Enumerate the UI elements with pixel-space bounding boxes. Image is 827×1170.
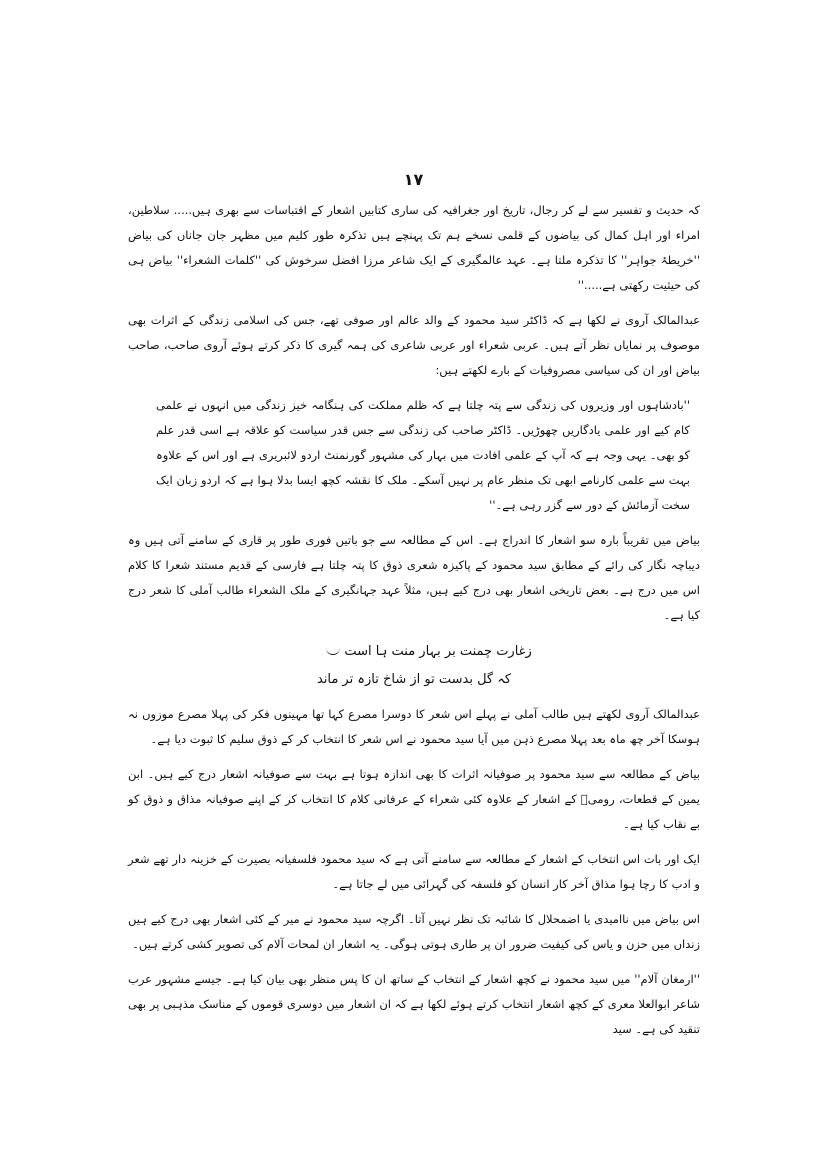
persian-verse — [128, 638, 700, 694]
verse-separator-mark — [326, 648, 340, 655]
paragraph-6: ایک اور بات اس انتخاب کے اشعار کے مطالعہ سے سامنے آتی ہے کہ سید محمود فلسفیانہ بصیرت کے خزینہ دار تھے شعر و ادب کا رچا ہوا مذاق آخر کار انسان کو فلسفہ کی گہرائی میں لے جاتا ہے۔ — [128, 852, 700, 891]
block-quote: ''بادشاہوں اور وزیروں کی زندگی سے پتہ چلتا ہے کہ ظلم مملکت کی ہنگامہ خیز زندگی میں انہوں نے علمی کام کیے اور علمی یادگاریں چھوڑیں۔ ڈاکٹر صاحب کی زندگی سے جس قدر سیاست کو علاقہ ہے اسی قدر علم کو بھی۔ یہی وجہ ہے کہ آپ کے علمی افادت میں بہار کی مشہور گورنمنٹ اردو لائبریری ہے اور اس کے علاوہ بہت سے علمی کارنامے ابھی تک منظر عام پر نہیں آسکے۔ ملک کا نقشہ کچھ ایسا بدلا ہوا ہے کہ اردو زبان ایک سخت آزمائش کے دور سے گزر رہی ہے۔'' — [156, 398, 690, 512]
verse-line-1-text: زغارت چمنت بر بہار منت ہا است — [344, 644, 532, 659]
page-number: ۱۷ — [403, 170, 424, 189]
verse-line-2: کہ گل بدست تو از شاخ تازہ تر ماند — [316, 672, 512, 687]
paragraph-2: عبدالمالک آروی نے لکھا ہے کہ ڈاکٹر سید محمود کے والد عالم اور صوفی تھے، جس کی اسلامی زندگی کے اثرات بھی موصوف پر نمایاں نظر آتے ہیں۔ عربی شعراء اور عربی شاعری کی ہمہ گیری کا ذکر کرتے ہوئے آروی صاحب، صاحب بیاض اور ان کی سیاسی مصروفیات کے بارے لکھتے ہیں: — [128, 313, 700, 377]
paragraph-7: اس بیاض میں ناامیدی یا اضمحلال کا شائبہ تک نظر نہیں آتا۔ اگرچہ سید محمود نے میر کے کئی اشعار بھی درج کیے ہیں زنداں میں حزن و یاس کی کیفیت ضرور ان پر طاری ہوتی ہوگی۔ یہ اشعار ان لمحات آلام کی تصویر کشی کرتے ہیں۔ — [128, 912, 700, 951]
verse-line-1 — [128, 638, 700, 666]
page-body — [128, 198, 700, 1052]
paragraph-5: بیاض کے مطالعہ سے سید محمود پر صوفیانہ اثرات کا بھی اندازہ ہوتا ہے بہت سے صوفیانہ اشعار درج کیے ہیں۔ ابن یمین کے قطعات، رومیؒ کے اشعار کے علاوہ کئی شعراء کے عرفانی کلام کا انتخاب کر کے اپنے صوفیانہ مذاق و ذوق کو بے نقاب کیا ہے۔ — [128, 767, 700, 831]
paragraph-3: بیاض میں تقریباً بارہ سو اشعار کا اندراج ہے۔ اس کے مطالعہ سے جو باتیں فوری طور پر قاری کے سامنے آتی ہیں وہ دیباچہ نگار کی رائے کے مطابق سید محمود کے پاکیزہ شعری ذوق کا پتہ چلتا ہے فارسی کے قدیم مستند شعرا کا کلام اس میں درج ہے۔ بعض تاریخی اشعار بھی درج کیے ہیں، مثلاً عہد جہانگیری کے ملک الشعراء طالب آملی کا شعر درج کیا ہے۔ — [128, 533, 700, 622]
paragraph-1: کہ حدیث و تفسیر سے لے کر رجال، تاریخ اور جغرافیہ کی ساری کتابیں اشعار کے اقتباسات سے بھری ہیں..... سلاطین، امراء اور اہل کمال کی بیاضوں کے قلمی نسخے ہم تک پہنچے ہیں تذکرہ طور کلیم میں مظہر جان جاناں کی بیاض ''خریطۂ جواہر'' کا تذکرہ ملتا ہے۔ عہد عالمگیری کے ایک شاعر مرزا افضل سرخوش کی ''کلمات الشعراء'' بیاض ہی کی حیثیت رکھتی ہے.....'' — [128, 203, 700, 292]
paragraph-8: ''ارمغان آلام'' میں سید محمود نے کچھ اشعار کے انتخاب کے ساتھ ان کا پس منظر بھی بیان کیا ہے۔ جیسے مشہور عرب شاعر ابوالعلا معری کے کچھ اشعار انتخاب کرتے ہوئے لکھا ہے کہ ان اشعار میں دوسری قوموں کے مناسک مذہبی پر بھی تنقید کی ہے۔ سید — [128, 972, 700, 1036]
paragraph-4: عبدالمالک آروی لکھتے ہیں طالب آملی نے پہلے اس شعر کا دوسرا مصرع کہا تھا مہینوں فکر کی پہلا مصرع موزوں نہ ہوسکا آخر چھ ماہ بعد پہلا مصرع ذہن میں آیا سید محمود نے اس شعر کا انتخاب کر کے ذوق سلیم کا ثبوت دیا ہے۔ — [128, 707, 700, 746]
